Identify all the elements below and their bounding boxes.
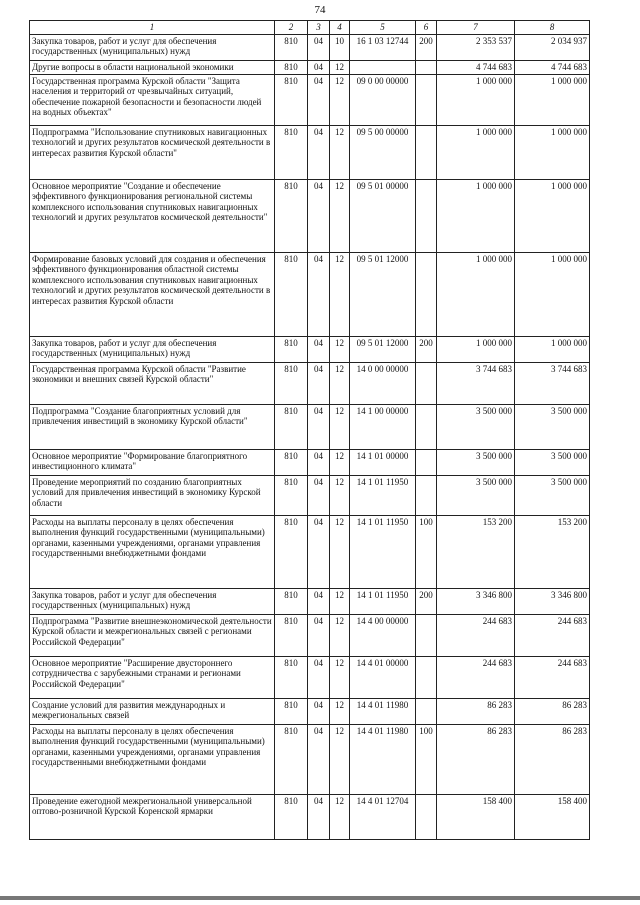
row-expense-type: 100	[416, 515, 437, 588]
table-row	[30, 34, 590, 60]
row-grbs: 810	[275, 362, 308, 404]
row-target-article: 09 5 00 00000	[350, 125, 416, 179]
row-sum-1: 86 283	[437, 724, 515, 794]
row-name: Создание условий для развития международных и межрегиональных связей	[30, 698, 275, 724]
row-sum-1: 86 283	[437, 698, 515, 724]
row-sum-2: 2 034 937	[515, 34, 590, 60]
row-section: 04	[308, 449, 330, 475]
row-name: Подпрограмма "Использование спутниковых навигационных технологий и других результатов космической деятельности в интересах развития Курской области"	[30, 125, 275, 179]
row-target-article: 14 1 01 11950	[350, 515, 416, 588]
table-row	[30, 362, 590, 404]
row-sum-1: 153 200	[437, 515, 515, 588]
row-sum-1: 3 500 000	[437, 475, 515, 515]
row-expense-type	[416, 475, 437, 515]
row-subsection: 12	[330, 724, 350, 794]
column-number: 4	[330, 21, 350, 35]
column-number: 6	[416, 21, 437, 35]
row-expense-type	[416, 698, 437, 724]
row-section: 04	[308, 515, 330, 588]
table-row	[30, 404, 590, 449]
row-section: 04	[308, 475, 330, 515]
row-name: Расходы на выплаты персоналу в целях обеспечения выполнения функций государственными (муниципальными) органами, казенными учреждениями, органами управления государственными внебюджетными фондами	[30, 724, 275, 794]
row-section: 04	[308, 252, 330, 336]
row-grbs: 810	[275, 794, 308, 839]
table-row	[30, 125, 590, 179]
row-expense-type	[416, 656, 437, 698]
row-grbs: 810	[275, 125, 308, 179]
row-expense-type: 200	[416, 588, 437, 614]
column-number: 5	[350, 21, 416, 35]
row-section: 04	[308, 362, 330, 404]
row-section: 04	[308, 404, 330, 449]
column-number-row	[30, 21, 590, 35]
row-sum-2: 244 683	[515, 656, 590, 698]
row-sum-1: 158 400	[437, 794, 515, 839]
row-grbs: 810	[275, 404, 308, 449]
table-row	[30, 614, 590, 656]
row-subsection: 10	[330, 34, 350, 60]
table-row	[30, 449, 590, 475]
row-expense-type: 200	[416, 34, 437, 60]
row-target-article: 14 4 00 00000	[350, 614, 416, 656]
row-name: Закупка товаров, работ и услуг для обеспечения государственных (муниципальных) нужд	[30, 336, 275, 362]
row-sum-2: 3 744 683	[515, 362, 590, 404]
row-target-article: 14 4 01 00000	[350, 656, 416, 698]
row-grbs: 810	[275, 34, 308, 60]
table-row	[30, 179, 590, 252]
row-grbs: 810	[275, 475, 308, 515]
row-sum-1: 244 683	[437, 614, 515, 656]
row-section: 04	[308, 794, 330, 839]
row-sum-2: 3 500 000	[515, 404, 590, 449]
row-sum-2: 1 000 000	[515, 252, 590, 336]
row-section: 04	[308, 724, 330, 794]
column-number: 2	[275, 21, 308, 35]
row-subsection: 12	[330, 794, 350, 839]
row-subsection: 12	[330, 515, 350, 588]
row-sum-2: 86 283	[515, 698, 590, 724]
row-sum-1: 3 500 000	[437, 449, 515, 475]
row-grbs: 810	[275, 336, 308, 362]
row-sum-1: 244 683	[437, 656, 515, 698]
row-section: 04	[308, 34, 330, 60]
row-name: Формирование базовых условий для создания и обеспечения эффективного функционирования областной системы комплексного использования спутниковых навигационных технологий и других результатов космической деятельности в интересах развития Курской области	[30, 252, 275, 336]
row-target-article: 09 5 01 00000	[350, 179, 416, 252]
row-expense-type: 100	[416, 724, 437, 794]
row-name: Проведение ежегодной межрегиональной универсальной оптово-розничной Курской Коренской ярмарки	[30, 794, 275, 839]
row-sum-1: 3 500 000	[437, 404, 515, 449]
row-grbs: 810	[275, 74, 308, 125]
row-sum-2: 3 500 000	[515, 449, 590, 475]
row-expense-type	[416, 252, 437, 336]
row-section: 04	[308, 656, 330, 698]
row-grbs: 810	[275, 656, 308, 698]
row-grbs: 810	[275, 60, 308, 74]
row-expense-type	[416, 404, 437, 449]
row-name: Государственная программа Курской области "Развитие экономики и внешних связей Курской области"	[30, 362, 275, 404]
row-section: 04	[308, 614, 330, 656]
row-expense-type	[416, 449, 437, 475]
row-subsection: 12	[330, 475, 350, 515]
row-target-article: 16 1 03 12744	[350, 34, 416, 60]
row-target-article: 14 4 01 11980	[350, 698, 416, 724]
row-target-article: 14 1 01 11950	[350, 588, 416, 614]
row-sum-1: 1 000 000	[437, 179, 515, 252]
row-section: 04	[308, 179, 330, 252]
row-subsection: 12	[330, 60, 350, 74]
row-sum-2: 1 000 000	[515, 336, 590, 362]
row-sum-1: 1 000 000	[437, 252, 515, 336]
row-expense-type	[416, 362, 437, 404]
budget-table	[29, 20, 590, 840]
row-grbs: 810	[275, 515, 308, 588]
scan-edge-line	[0, 896, 640, 900]
table-row	[30, 656, 590, 698]
column-number: 1	[30, 21, 275, 35]
row-name: Другие вопросы в области национальной экономики	[30, 60, 275, 74]
row-target-article: 09 5 01 12000	[350, 252, 416, 336]
page-number: 74	[314, 4, 326, 16]
row-name: Основное мероприятие "Создание и обеспечение эффективного функционирования региональной системы комплексного использования спутниковых навигационных технологий и других результатов космической деятельности"	[30, 179, 275, 252]
table-row	[30, 252, 590, 336]
row-section: 04	[308, 698, 330, 724]
row-expense-type: 200	[416, 336, 437, 362]
row-sum-1: 2 353 537	[437, 34, 515, 60]
row-name: Основное мероприятие "Расширение двустороннего сотрудничества с зарубежными странами и регионами Российской Федерации"	[30, 656, 275, 698]
row-subsection: 12	[330, 588, 350, 614]
row-expense-type	[416, 125, 437, 179]
column-number: 3	[308, 21, 330, 35]
row-expense-type	[416, 614, 437, 656]
row-name: Государственная программа Курской области "Защита населения и территорий от чрезвычайных ситуаций, обеспечение пожарной безопасности и безопасности людей на водных объектах"	[30, 74, 275, 125]
row-target-article: 14 1 01 00000	[350, 449, 416, 475]
row-sum-2: 1 000 000	[515, 125, 590, 179]
row-target-article: 14 1 00 00000	[350, 404, 416, 449]
row-sum-1: 1 000 000	[437, 336, 515, 362]
row-sum-2: 244 683	[515, 614, 590, 656]
table-row	[30, 724, 590, 794]
table-row	[30, 794, 590, 839]
row-subsection: 12	[330, 74, 350, 125]
table-row	[30, 588, 590, 614]
table-row	[30, 698, 590, 724]
row-grbs: 810	[275, 179, 308, 252]
row-grbs: 810	[275, 698, 308, 724]
row-sum-2: 3 500 000	[515, 475, 590, 515]
row-subsection: 12	[330, 698, 350, 724]
table-row	[30, 475, 590, 515]
row-subsection: 12	[330, 656, 350, 698]
row-sum-2: 3 346 800	[515, 588, 590, 614]
table-row	[30, 515, 590, 588]
row-section: 04	[308, 336, 330, 362]
row-grbs: 810	[275, 614, 308, 656]
row-section: 04	[308, 588, 330, 614]
row-expense-type	[416, 794, 437, 839]
row-subsection: 12	[330, 449, 350, 475]
row-sum-1: 1 000 000	[437, 74, 515, 125]
row-sum-2: 1 000 000	[515, 179, 590, 252]
row-target-article: 14 0 00 00000	[350, 362, 416, 404]
column-number: 7	[437, 21, 515, 35]
row-sum-2: 86 283	[515, 724, 590, 794]
row-subsection: 12	[330, 125, 350, 179]
row-target-article: 09 0 00 00000	[350, 74, 416, 125]
row-name: Закупка товаров, работ и услуг для обеспечения государственных (муниципальных) нужд	[30, 588, 275, 614]
row-target-article: 14 4 01 11980	[350, 724, 416, 794]
column-number: 8	[515, 21, 590, 35]
row-subsection: 12	[330, 179, 350, 252]
row-name: Проведение мероприятий по созданию благоприятных условий для привлечения инвестиций в экономику Курской области	[30, 475, 275, 515]
row-expense-type	[416, 60, 437, 74]
row-name: Закупка товаров, работ и услуг для обеспечения государственных (муниципальных) нужд	[30, 34, 275, 60]
row-sum-1: 4 744 683	[437, 60, 515, 74]
table-row	[30, 74, 590, 125]
row-subsection: 12	[330, 614, 350, 656]
row-sum-1: 3 346 800	[437, 588, 515, 614]
row-section: 04	[308, 60, 330, 74]
row-sum-2: 158 400	[515, 794, 590, 839]
row-sum-1: 3 744 683	[437, 362, 515, 404]
row-grbs: 810	[275, 724, 308, 794]
row-name: Основное мероприятие "Формирование благоприятного инвестиционного климата"	[30, 449, 275, 475]
row-target-article	[350, 60, 416, 74]
row-sum-2: 153 200	[515, 515, 590, 588]
row-target-article: 14 1 01 11950	[350, 475, 416, 515]
row-sum-2: 1 000 000	[515, 74, 590, 125]
row-sum-2: 4 744 683	[515, 60, 590, 74]
row-grbs: 810	[275, 252, 308, 336]
row-grbs: 810	[275, 588, 308, 614]
row-target-article: 14 4 01 12704	[350, 794, 416, 839]
row-target-article: 09 5 01 12000	[350, 336, 416, 362]
row-grbs: 810	[275, 449, 308, 475]
row-section: 04	[308, 74, 330, 125]
row-sum-1: 1 000 000	[437, 125, 515, 179]
row-name: Подпрограмма "Развитие внешнеэкономической деятельности Курской области и межрегиональных связей с регионами Российской Федерации"	[30, 614, 275, 656]
row-subsection: 12	[330, 404, 350, 449]
row-subsection: 12	[330, 252, 350, 336]
row-subsection: 12	[330, 336, 350, 362]
row-name: Подпрограмма "Создание благоприятных условий для привлечения инвестиций в экономику Курской области"	[30, 404, 275, 449]
table-row	[30, 336, 590, 362]
row-expense-type	[416, 74, 437, 125]
row-name: Расходы на выплаты персоналу в целях обеспечения выполнения функций государственными (муниципальными) органами, казенными учреждениями, органами управления государственными внебюджетными фондами	[30, 515, 275, 588]
row-section: 04	[308, 125, 330, 179]
row-expense-type	[416, 179, 437, 252]
row-subsection: 12	[330, 362, 350, 404]
table-row	[30, 60, 590, 74]
